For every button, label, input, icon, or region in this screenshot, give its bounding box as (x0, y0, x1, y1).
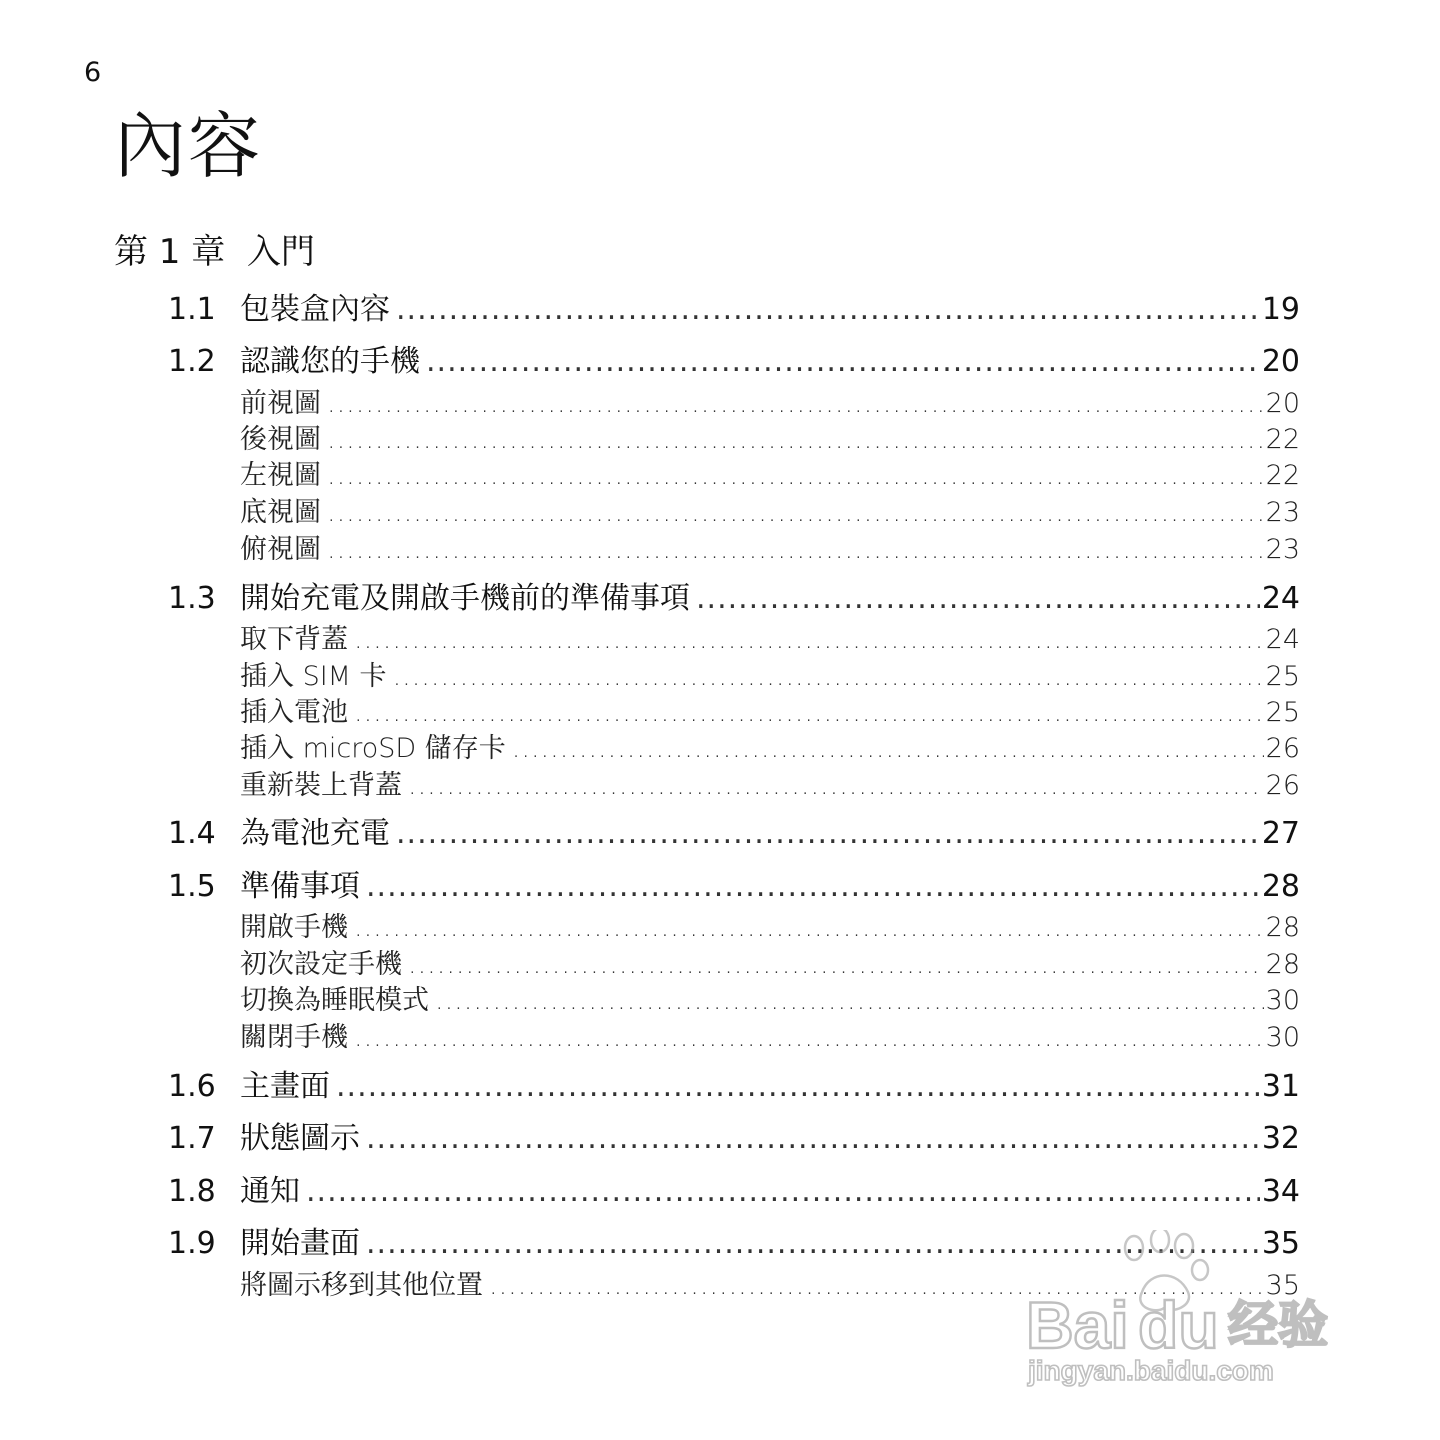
watermark-brand: Bai (1026, 1288, 1129, 1362)
toc-leader (327, 422, 1264, 458)
toc-subsection[interactable] (240, 731, 1300, 767)
toc-section-label: 開始畫面 (240, 1226, 360, 1261)
toc-subsection-label: 插入 microSD 儲存卡 (240, 733, 506, 764)
toc-page-number: 25 (1265, 697, 1300, 728)
toc-subsection[interactable] (240, 1020, 1300, 1056)
toc-page-number: 23 (1265, 534, 1300, 565)
toc-subsection[interactable] (240, 458, 1300, 494)
toc-page-number: 24 (1265, 624, 1300, 655)
toc-subsection-label: 切換為睡眠模式 (240, 985, 429, 1016)
toc-leader (354, 622, 1264, 658)
toc-leader (435, 983, 1264, 1019)
toc-leader (327, 532, 1264, 568)
toc-subsection[interactable] (240, 532, 1300, 568)
toc-subsection-label: 開啟手機 (240, 912, 348, 943)
toc-section-label: 開始充電及開啟手機前的準備事項 (240, 581, 690, 616)
page-title: 內容 (114, 104, 263, 188)
toc-subsection-label: 插入電池 (240, 697, 348, 728)
toc-subsection[interactable] (240, 947, 1300, 983)
toc-section-number: 1.2 (168, 344, 216, 379)
toc-subsection[interactable] (240, 695, 1300, 731)
toc-subsection-label: 重新裝上背蓋 (240, 770, 402, 801)
toc-section-label: 通知 (240, 1174, 300, 1209)
toc-leader (408, 768, 1264, 804)
toc-section[interactable] (168, 1067, 1300, 1107)
toc-section[interactable] (168, 1119, 1300, 1159)
toc-subsection[interactable] (240, 910, 1300, 946)
baidu-watermark (1022, 1230, 1352, 1390)
toc-leader (426, 342, 1260, 382)
toc-page-number: 35 (1261, 1226, 1300, 1261)
toc-leader (327, 495, 1264, 531)
toc-section-number: 1.9 (168, 1226, 216, 1261)
toc-section-label: 狀態圖示 (240, 1121, 360, 1156)
watermark-suffix: 经验 (1228, 1297, 1328, 1353)
toc-section-label: 準備事項 (240, 869, 360, 904)
toc-subsection[interactable] (240, 622, 1300, 658)
toc-leader (396, 814, 1260, 854)
toc-page-number: 20 (1261, 344, 1300, 379)
toc-section-number: 1.7 (168, 1121, 216, 1156)
toc-page-number: 25 (1265, 661, 1300, 692)
toc-subsection[interactable] (240, 495, 1300, 531)
toc-page-number: 26 (1265, 770, 1300, 801)
toc-subsection-label: 初次設定手機 (240, 949, 402, 980)
toc-subsection-label: 插入 SIM 卡 (240, 661, 387, 692)
toc-subsection-label: 左視圖 (240, 460, 321, 491)
toc-page-number: 35 (1265, 1270, 1300, 1301)
toc-subsection[interactable] (240, 422, 1300, 458)
toc-leader (354, 695, 1264, 731)
toc-leader (396, 290, 1260, 330)
baidu-paw-icon (1022, 1230, 1352, 1390)
toc-page-number: 30 (1265, 985, 1300, 1016)
watermark-url: jingyan.baidu.com (1028, 1355, 1274, 1386)
toc-leader (306, 1172, 1260, 1212)
toc-leader (354, 910, 1264, 946)
toc-section-number: 1.4 (168, 816, 216, 851)
toc-leader (354, 1020, 1264, 1056)
toc-subsection[interactable] (240, 768, 1300, 804)
page-number: 6 (84, 57, 102, 88)
toc-leader (327, 458, 1264, 494)
toc-page-number: 27 (1261, 816, 1300, 851)
toc-page-number: 28 (1265, 912, 1300, 943)
toc-section-number: 1.6 (168, 1069, 216, 1104)
toc-leader (336, 1067, 1260, 1107)
toc-section[interactable] (168, 1172, 1300, 1212)
toc-page-number: 26 (1265, 733, 1300, 764)
toc-section-number: 1.3 (168, 581, 216, 616)
toc-page-number: 32 (1261, 1121, 1300, 1156)
toc-subsection-label: 將圖示移到其他位置 (240, 1270, 483, 1301)
toc-subsection-label: 底視圖 (240, 497, 321, 528)
chapter-title: 第 1 章 入門 (114, 232, 315, 272)
toc-page-number: 34 (1261, 1174, 1300, 1209)
toc-page-number: 24 (1261, 581, 1300, 616)
toc-subsection-label: 關閉手機 (240, 1022, 348, 1053)
toc-leader (512, 731, 1264, 767)
toc-subsection-label: 後視圖 (240, 424, 321, 455)
toc-subsection[interactable] (240, 386, 1300, 422)
toc-section[interactable] (168, 814, 1300, 854)
toc-page-number: 28 (1261, 869, 1300, 904)
toc-page-number: 20 (1265, 388, 1300, 419)
toc-subsection-label: 取下背蓋 (240, 624, 348, 655)
toc-section-label: 包裝盒內容 (240, 292, 390, 327)
toc-page-number: 30 (1265, 1022, 1300, 1053)
watermark-brand-du: du (1138, 1288, 1219, 1362)
toc-section-number: 1.8 (168, 1174, 216, 1209)
toc-leader (366, 867, 1260, 907)
toc-section[interactable] (168, 579, 1300, 619)
toc-subsection[interactable] (240, 659, 1300, 695)
toc-page-number: 19 (1261, 292, 1300, 327)
toc-leader (327, 386, 1264, 422)
toc-section-number: 1.5 (168, 869, 216, 904)
toc-leader (393, 659, 1264, 695)
toc-leader (366, 1119, 1260, 1159)
toc-section-label: 為電池充電 (240, 816, 390, 851)
toc-section[interactable] (168, 342, 1300, 382)
toc-section-number: 1.1 (168, 292, 216, 327)
toc-leader (408, 947, 1264, 983)
toc-page-number: 28 (1265, 949, 1300, 980)
toc-section[interactable] (168, 290, 1300, 330)
toc-page-number: 23 (1265, 497, 1300, 528)
toc-section[interactable] (168, 867, 1300, 907)
toc-section-label: 主畫面 (240, 1069, 330, 1104)
toc-page-number: 22 (1265, 460, 1300, 491)
toc-leader (696, 579, 1260, 619)
toc-page-number: 22 (1265, 424, 1300, 455)
toc-subsection-label: 前視圖 (240, 388, 321, 419)
toc-page-number: 31 (1261, 1069, 1300, 1104)
toc-subsection-label: 俯視圖 (240, 534, 321, 565)
toc-subsection[interactable] (240, 983, 1300, 1019)
toc-section-label: 認識您的手機 (240, 344, 420, 379)
